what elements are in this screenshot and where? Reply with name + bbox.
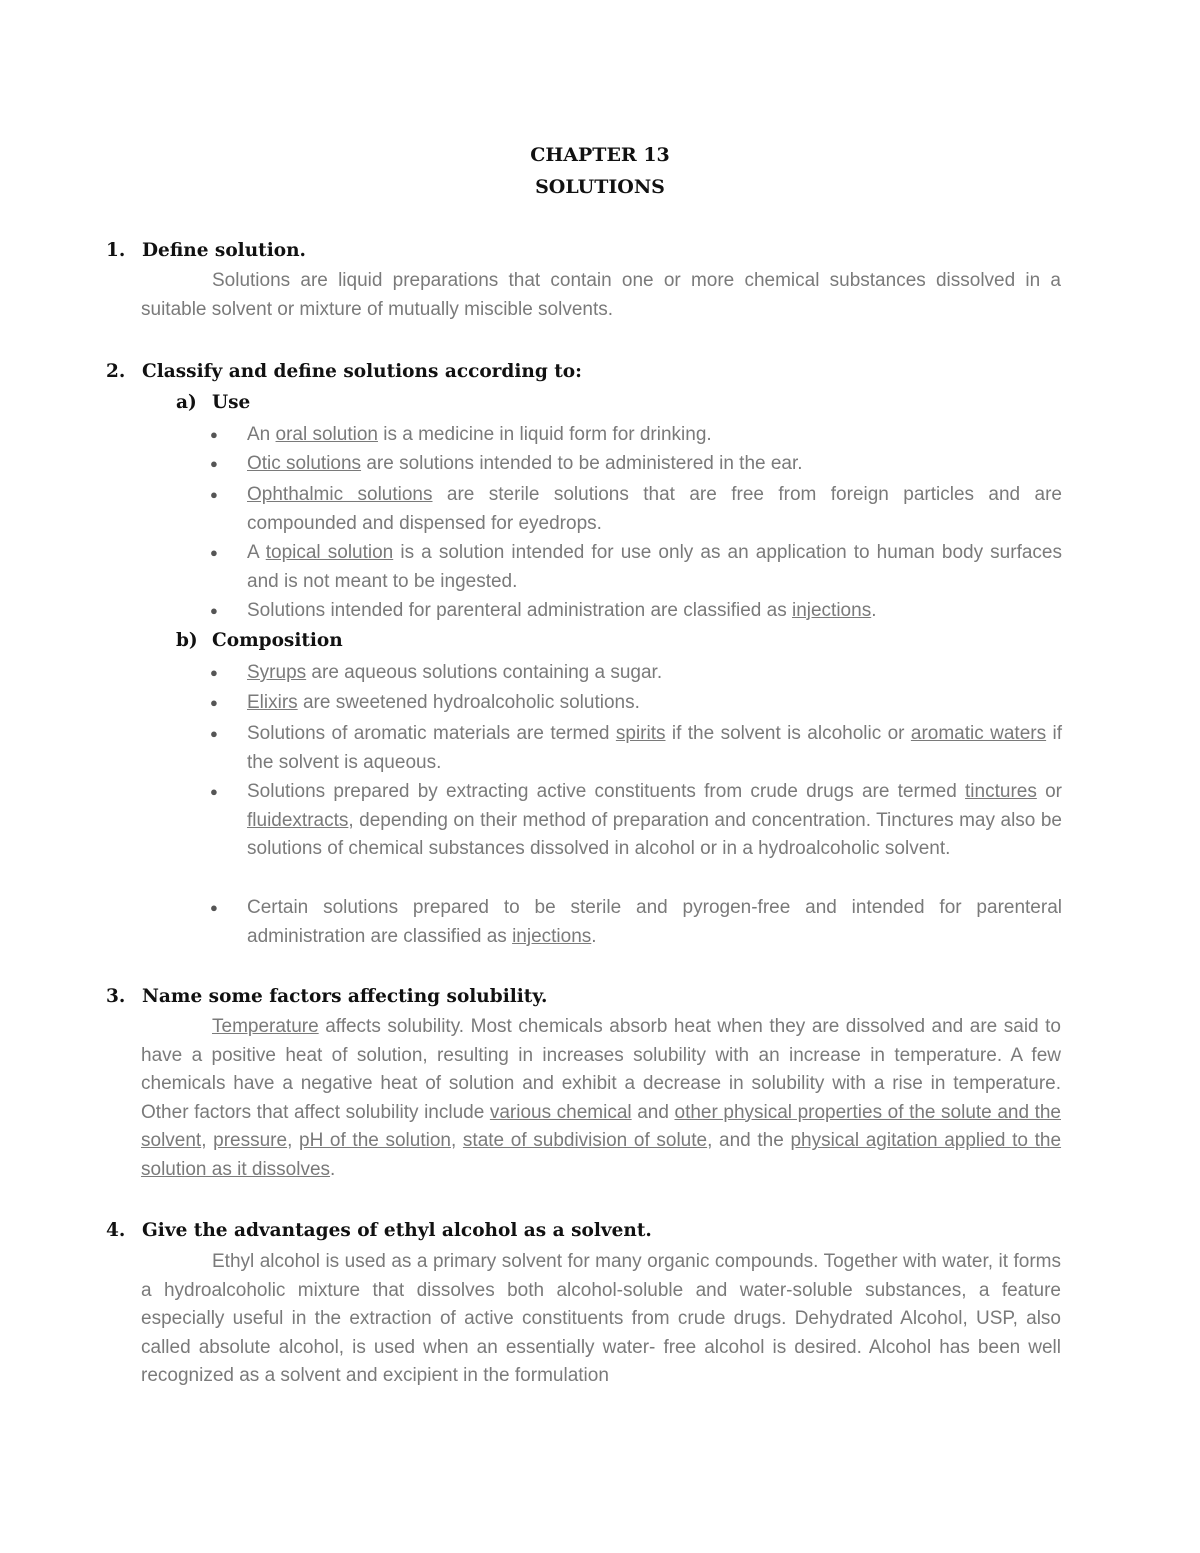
- term: various chemical: [489, 1101, 632, 1123]
- bullet-icon: ●: [210, 487, 218, 502]
- chapter-heading: CHAPTER 13: [530, 144, 670, 166]
- term: Otic solutions: [247, 453, 362, 474]
- bullet-icon: ●: [210, 900, 218, 915]
- term: pH of the solution: [299, 1130, 451, 1152]
- bullet-icon: ●: [210, 784, 218, 799]
- term: state of subdivision of solute: [462, 1130, 708, 1152]
- answer-3: Temperature affects solubility. Most chemicals absorb heat when they are dissolved and are said to have a positive heat of solution, resulting in increases solubility with an increase in temperature. A few chemicals have a negative heat of solution and exhibit a decrease in solubility with a rise in temperature. Other factors that affect solubility include various chemical and other physical properties of the solute and the solvent, pressure, pH of the solution, state of subdivision of solute, and the physical agitation applied to the solution as it dissolves.: [141, 1016, 1062, 1180]
- question-3: [106, 986, 1066, 1007]
- sub-letter: a): [176, 392, 197, 413]
- list-item: ● Solutions intended for parenteral administration are classified as injections.: [210, 597, 1062, 626]
- question-text: Name some factors affecting solubility.: [142, 986, 548, 1007]
- term: fluidextracts: [247, 809, 349, 831]
- answer-4: Ethyl alcohol is used as a primary solvent for many organic compounds. Together with water, it forms a hydroalcoholic mixture that dissolves both alcohol-soluble and water-soluble substances, a feature especially useful in the extraction of active constituents from crude drugs. Dehydrated Alcohol, USP, also called absolute alcohol, is used when an essentially water- free alcohol is desired. Alcohol has been well recognized as a solvent and excipient in the formulation: [141, 1251, 1061, 1387]
- term: aromatic waters: [910, 723, 1047, 744]
- subheading-use: [176, 392, 250, 413]
- question-text: Define solution.: [142, 240, 306, 261]
- term: other physical properties of the solute and the solvent: [141, 1101, 1061, 1152]
- term: injections: [512, 925, 592, 947]
- term: Syrups: [247, 662, 307, 683]
- list-item: ● A topical solution is a solution intended for use only as an application to human body surfaces and is not meant to be ingested.: [210, 539, 1062, 596]
- bullet-icon: ●: [210, 665, 218, 680]
- term: pressure: [213, 1130, 288, 1152]
- term: oral solution: [275, 424, 378, 445]
- list-item: ● Otic solutions are solutions intended to be administered in the ear.: [210, 450, 1062, 479]
- question-4: [106, 1220, 1066, 1241]
- question-number: 3.: [106, 986, 126, 1007]
- question-2: [106, 361, 1066, 382]
- list-item: ● An oral solution is a medicine in liquid form for drinking.: [210, 421, 1062, 450]
- chapter-subject: SOLUTIONS: [535, 176, 665, 198]
- subheading-composition: [176, 630, 343, 651]
- question-text: Classify and define solutions according to:: [142, 361, 582, 382]
- list-item: ● Syrups are aqueous solutions containing a sugar.: [210, 659, 1062, 688]
- term: injections: [791, 600, 872, 621]
- question-text: Give the advantages of ethyl alcohol as a solvent.: [142, 1220, 652, 1241]
- answer-1: Solutions are liquid preparations that contain one or more chemical substances dissolved in a suitable solvent or mixture of mutually miscible solvents.: [141, 270, 1061, 320]
- question-number: 4.: [106, 1220, 126, 1241]
- list-item: ● Solutions prepared by extracting active constituents from crude drugs are termed tinctures or fluidextracts, depending on their method of preparation and concentration. Tinctures may also be solutions of chemical substances dissolved in alcohol or in a hydroalcoholic solvent.: [210, 778, 1062, 864]
- bullet-icon: ●: [210, 456, 218, 471]
- term: tinctures: [965, 781, 1037, 802]
- list-item: ● Certain solutions prepared to be sterile and pyrogen-free and intended for parenteral administration are classified as injections.: [210, 894, 1062, 951]
- term: Ophthalmic solutions: [247, 484, 433, 505]
- list-item: ● Solutions of aromatic materials are termed spirits if the solvent is alcoholic or aromatic waters if the solvent is aqueous.: [210, 720, 1062, 777]
- bullet-icon: ●: [210, 545, 218, 560]
- sub-label: Use: [212, 392, 251, 413]
- bullet-icon: ●: [210, 695, 218, 710]
- list-item: ● Elixirs are sweetened hydroalcoholic solutions.: [210, 689, 1062, 718]
- term: spirits: [615, 723, 666, 744]
- sub-letter: b): [176, 630, 198, 651]
- question-1: [106, 240, 1066, 261]
- list-item: ● Ophthalmic solutions are sterile solutions that are free from foreign particles and are compounded and dispensed for eyedrops.: [210, 481, 1062, 538]
- term: physical agitation applied to the solution as it dissolves: [141, 1130, 1062, 1180]
- sub-label: Composition: [212, 630, 343, 651]
- bullet-icon: ●: [210, 427, 218, 442]
- term: Temperature: [212, 1016, 319, 1037]
- term: topical solution: [265, 542, 394, 563]
- question-number: 2.: [106, 361, 126, 382]
- bullet-icon: ●: [210, 603, 218, 618]
- question-number: 1.: [106, 240, 126, 261]
- term: Elixirs: [247, 692, 298, 713]
- bullet-icon: ●: [210, 726, 218, 741]
